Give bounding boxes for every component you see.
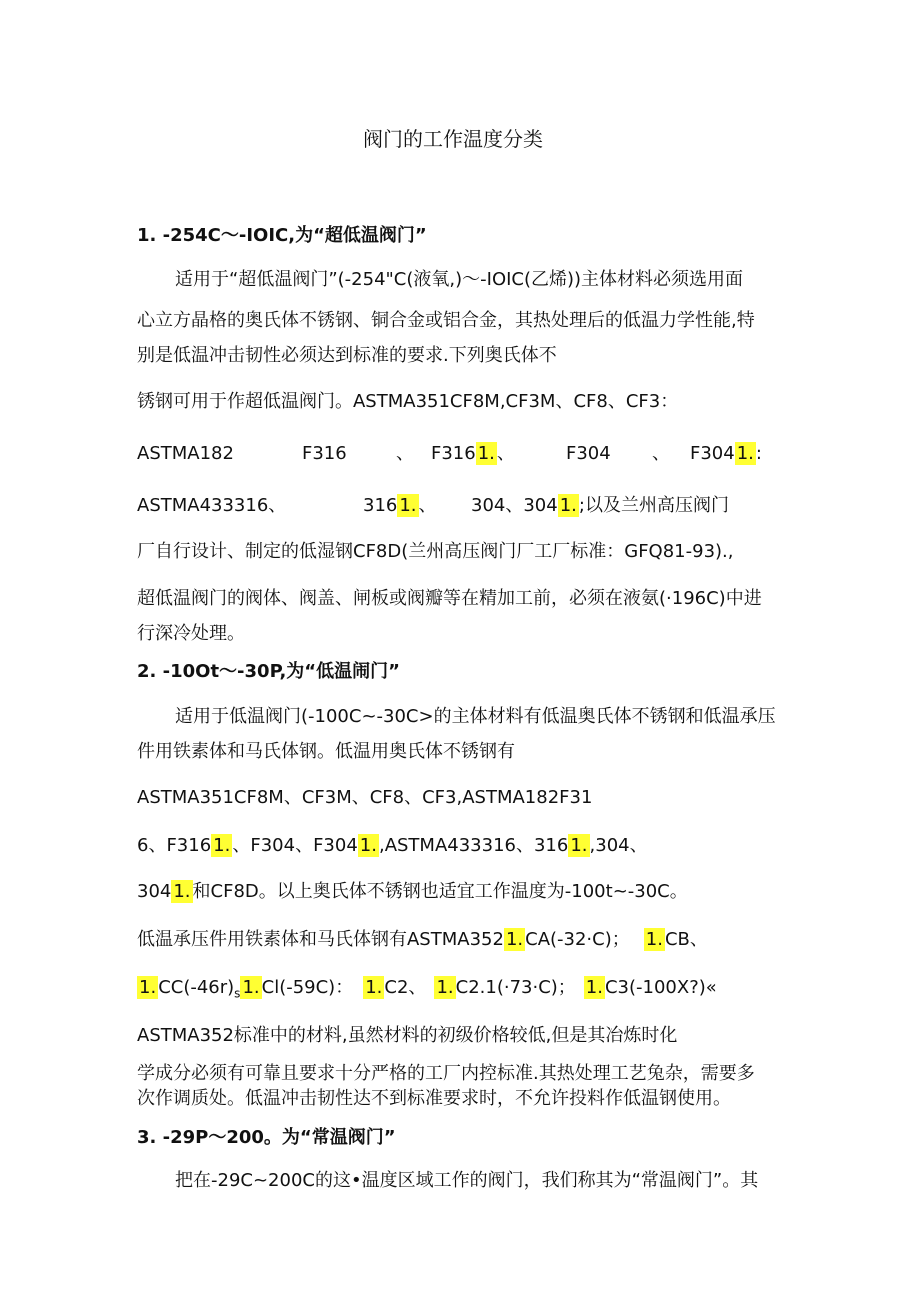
s1-row1-c: 、 (396, 443, 414, 464)
s2-para2: ASTMA351CF8M、CF3M、CF8、CF3,ASTMA182F31 (137, 787, 593, 808)
s1-row2-b: 316 1. 、 (363, 495, 437, 516)
highlight-mark: 1. (399, 495, 417, 516)
s1-para1-line3: 别是低温冲击韧性必须达到标准的要求.下列奥氏体不 (137, 345, 557, 366)
s1-para3: 厂自行设计、制定的低湿钢CF8D(兰州高压阀门厂工厂标准：GFQ81-93)., (137, 541, 734, 562)
s3-para1: 把在-29C~200C的这•温度区域工作的阀门，我们称其为“常温阀门”。其 (175, 1170, 759, 1191)
s2-row5: 低温承压件用铁素体和马氏体钢有ASTMA352 1. CA(-32·C)； 1. CB、 (137, 929, 708, 950)
s2-para1-line1: 适用于低温阀门(-100C~-30C>的主体材料有低温奥氏体不锈钢和低温承压 (175, 706, 776, 727)
s1-row1-h: F304 1. : (690, 443, 762, 464)
highlight-mark: 1. (585, 977, 603, 998)
s1-row1-b: F316 (302, 443, 347, 464)
s2-row4: 304 1. 和CF8D。以上奥氏体不锈钢也适宜工作温度为-100t~-30C。 (137, 881, 688, 902)
highlight-mark: 1. (559, 495, 577, 516)
highlight-mark: 1. (736, 443, 754, 464)
highlight-mark: 1. (173, 881, 191, 902)
highlight-mark: 1. (213, 835, 231, 856)
section-1-heading: 1. -254C～-IOIC,为“超低温阀门” (137, 225, 427, 246)
s2-para4-line2: 次作调质处。低温冲击韧性达不到标准要求时，不允许投料作低温钢使用。 (137, 1088, 731, 1109)
highlight-mark: 1. (505, 929, 524, 950)
highlight-mark: 1. (359, 835, 377, 856)
s1-row2-d: 304、304 1. ;以及兰州高压阀门 (471, 495, 729, 516)
s2-para3: ASTMA352标准中的材料,虽然材料的初级价格较低,但是其冶炼时化 (137, 1025, 678, 1046)
highlight-mark: 1. (570, 835, 588, 856)
s1-para4-line2: 行深冷处理。 (137, 623, 245, 644)
highlight-mark: 1. (436, 977, 454, 998)
highlight-mark: 1. (365, 977, 383, 998)
section-3-heading: 3. -29P～200。为“常温阀门” (137, 1127, 396, 1148)
s2-para1-line2: 件用铁素体和马氏体钢。低温用奥氏体不锈钢有 (137, 741, 515, 762)
highlight-mark: 1. (477, 443, 495, 464)
section-2-heading: 2. -10Ot～-30P,为“低温闹门” (137, 661, 400, 682)
s1-row1-f: F304 (566, 443, 611, 464)
highlight-mark: 1. (242, 977, 260, 998)
s1-para2: 锈钢可用于作超低温阀门。ASTMA351CF8M,CF3M、CF8、CF3： (137, 391, 679, 412)
s1-row1-a: ASTMA182 (137, 443, 234, 464)
s2-para4-line1: 学成分必须有可靠且要求十分严格的工厂内控标准.其热处理工艺兔杂，需要多 (137, 1063, 755, 1084)
s1-para4-line1: 超低温阀门的阀体、阀盖、闸板或阀瓣等在精加工前，必须在液氨(·196C)中进 (137, 588, 762, 609)
s2-row3: 6、F316 1. 、F304、F304 1. ,ASTMA433316、316 1. ,304、 (137, 835, 648, 856)
s1-para1-line2: 心立方晶格的奥氏体不锈钢、铜合金或铝合金，其热处理后的低温力学性能,特 (137, 310, 755, 331)
s1-para1-line1: 适用于“超低温阀门”(-254"C(液氧,)～-IOIC(乙烯))主体材料必须选用面 (175, 269, 744, 290)
s2-row6: 1. $CC(-46r)_s$ 1. Cl(-59C)： 1. C2、 1. C2.1(·73·C)； 1. C3(-100X?)« (139, 977, 717, 1001)
document-title: 阀门的工作温度分类 (363, 127, 543, 151)
s1-row1-g: 、 (652, 443, 670, 464)
highlight-mark: 1. (645, 929, 663, 950)
s1-row1-d: F316 1. 、 (431, 443, 515, 464)
highlight-mark: 1. (139, 977, 157, 998)
s1-row2-a: ASTMA433316、 (137, 495, 287, 516)
